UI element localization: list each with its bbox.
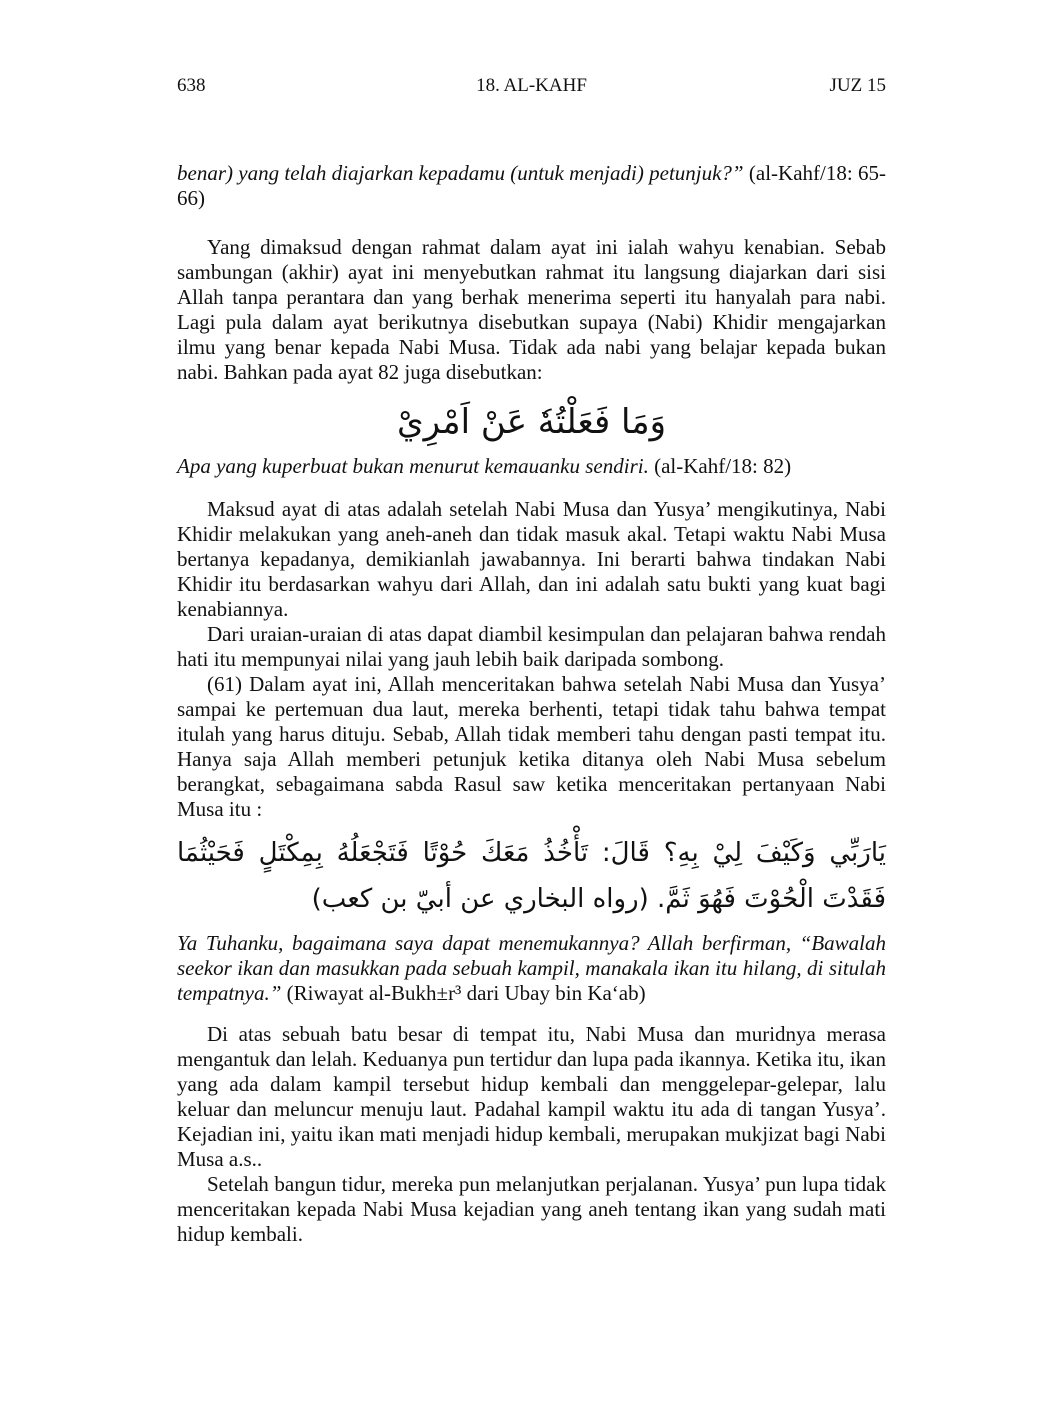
juz-label: JUZ 15 [829, 75, 886, 96]
translation-italic: Ya Tuhanku, bagaimana saya dapat menemukannya? Allah berfirman, “Bawalah seekor ikan dan masukkan pada sebuah kampil, manakala ikan itu hilang, di situlah tempatnya.” [177, 931, 886, 1005]
hadith-translation [177, 931, 886, 1006]
paragraph-block-1 [177, 235, 886, 385]
page-header [177, 75, 886, 105]
document-page [177, 0, 886, 1417]
translation-text [177, 931, 886, 1006]
top-quote [177, 161, 886, 211]
quote-reference: (al-Kahf/18: 65-66) [177, 161, 886, 210]
paragraph-block-3 [177, 1022, 886, 1247]
translation-reference: (Riwayat al-Bukh±r³ dari Ubay bin Ka‘ab) [281, 981, 646, 1005]
paragraph: Di atas sebuah batu besar di tempat itu, Nabi Musa dan muridnya merasa mengantuk dan lelah. Keduanya pun tertidur dan lupa pada ikannya. Ketika itu, ikan yang ada dalam kampil tersebut hidup kembali dan menggelepar-gelepar, lalu keluar dan meluncur menuju laut. Padahal kampil waktu itu ada di tangan Yusya’. Kejadian ini, yaitu ikan mati menjadi hidup kembali, merupakan mukjizat bagi Nabi Musa a.s.. [177, 1022, 886, 1171]
paragraph: Yang dimaksud dengan rahmat dalam ayat ini ialah wahyu kenabian. Sebab sambungan (akhir) ayat ini menyebutkan rahmat itu langsung diajarkan dari sisi Allah tanpa perantara dan yang berhak menerima seperti itu hanyalah para nabi. Lagi pula dalam ayat berikutnya disebutkan supaya (Nabi) Khidir mengajarkan ilmu yang benar kepada Nabi Musa. Tidak ada nabi yang belajar kepada bukan nabi. Bahkan pada ayat 82 juga disebutkan: [177, 235, 886, 384]
paragraph: (61) Dalam ayat ini, Allah menceritakan bahwa setelah Nabi Musa dan Yusya’ sampai ke pertemuan dua laut, mereka berhenti, tetapi tidak tahu bahwa tempat itulah yang harus dituju. Sebab, Allah tidak memberi tahu dengan pasti tempat itu. Hanya saja Allah memberi petunjuk ketika ditanya oleh Nabi Musa sebelum berangkat, sebagaimana sabda Rasul saw ketika menceritakan pertanyaan Nabi Musa itu : [177, 672, 886, 821]
paragraph: Dari uraian-uraian di atas dapat diambil kesimpulan dan pelajaran bahwa rendah hati itu mempunyai nilai yang jauh lebih baik daripada sombong. [177, 622, 886, 671]
page-number: 638 [177, 75, 206, 96]
chapter-title: 18. AL-KAHF [476, 75, 587, 96]
quote-italic: benar) yang telah diajarkan kepadamu (untuk menjadi) petunjuk?” [177, 161, 744, 185]
translation-reference: (al-Kahf/18: 82) [648, 454, 792, 478]
arabic-verse: وَمَا فَعَلْتُهٗ عَنْ اَمْرِيْ [396, 402, 666, 442]
verse-translation [177, 454, 886, 479]
translation-text [177, 454, 886, 479]
paragraph-block-2 [177, 497, 886, 822]
paragraph: Maksud ayat di atas adalah setelah Nabi Musa dan Yusya’ mengikutinya, Nabi Khidir melakukan yang aneh-aneh dan tidak masuk akal. Tetapi waktu Nabi Musa bertanya kepadanya, demikianlah jawabannya. Ini berarti bahwa tindakan Nabi Khidir itu berdasarkan wahyu dari Allah, dan ini adalah satu bukti yang kuat bagi kenabiannya. [177, 497, 886, 621]
arabic-hadith: يَارَبِّي وَكَيْفَ لِيْ بِهِ؟ قَالَ: تَأْخُذُ مَعَكَ حُوْتًا فَتَجْعَلُهُ بِمِكْتَلٍ فَحَيْثُمَا فَقَدْتَ الْحُوْتَ فَهُوَ ثَمَّ. (رواه البخاري عن أبيّ بن كعب) [177, 838, 886, 914]
translation-italic: Apa yang kuperbuat bukan menurut kemauanku sendiri. [177, 454, 649, 478]
quote-continuation [177, 161, 886, 211]
paragraph: Setelah bangun tidur, mereka pun melanjutkan perjalanan. Yusya’ pun lupa tidak menceritakan kepada Nabi Musa kejadian yang aneh tentang ikan yang sudah mati hidup kembali. [177, 1172, 886, 1246]
